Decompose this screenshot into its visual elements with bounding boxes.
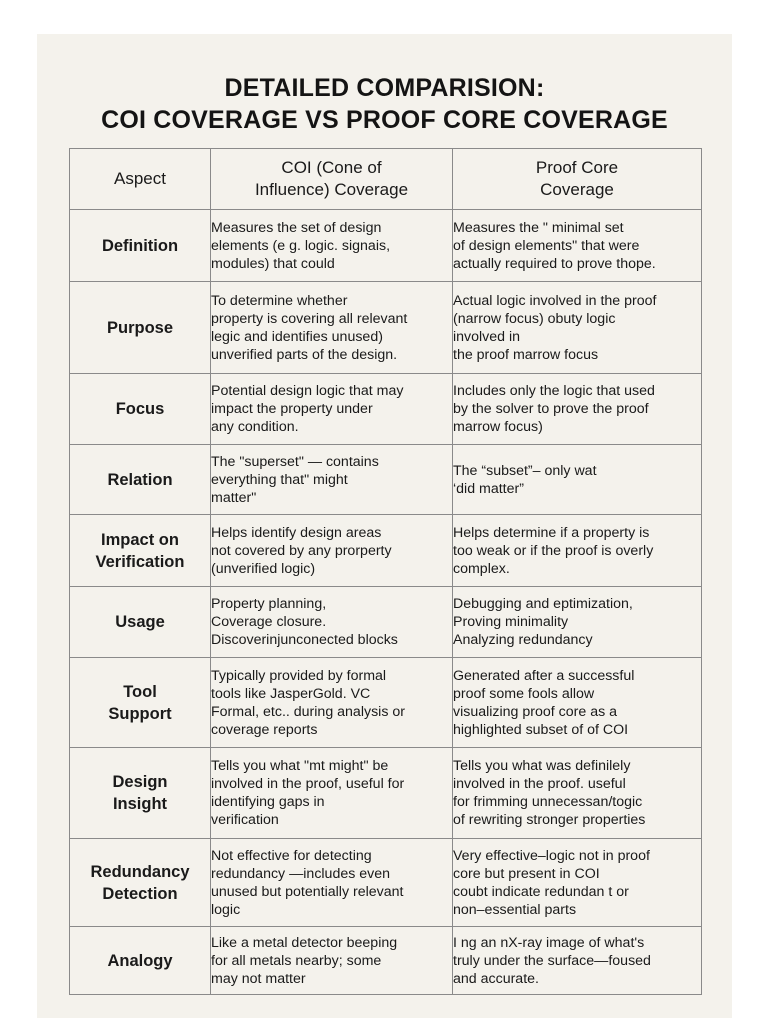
proof-core-cell-line: I ng an nX-ray image of what's [453, 934, 645, 951]
coi-cell-line: any condition. [211, 419, 299, 435]
table-row [70, 748, 702, 839]
proof-core-cell [453, 927, 702, 995]
proof-core-cell [453, 445, 702, 515]
table-row [70, 374, 702, 445]
proof-core-cell-line: too weak or if the proof is overly [453, 542, 654, 559]
proof-core-cell [453, 658, 702, 748]
proof-core-cell-line: complex. [453, 560, 510, 577]
coi-cell-line: Coverage closure. [211, 614, 327, 630]
header-aspect [70, 149, 211, 210]
coi-cell [211, 748, 453, 839]
coi-cell-line: everything that" might [211, 471, 348, 488]
coi-cell-line: unused but potentially relevant [211, 883, 404, 900]
coi-cell-line: Tells you what "mt might" be [211, 758, 389, 774]
coi-cell [211, 839, 453, 927]
proof-core-cell-line: ‘did matter” [453, 480, 524, 497]
aspect-cell-line: Impact on [101, 530, 179, 549]
coi-cell-line: redundancy —includes even [211, 865, 391, 882]
proof-core-cell-line: Generated after a successful [453, 667, 635, 684]
coi-cell [211, 210, 453, 282]
table-row [70, 587, 702, 658]
header-proof-line: Coverage [540, 180, 614, 199]
coi-cell [211, 515, 453, 587]
coi-cell-line: tools like JasperGold. VC [211, 685, 371, 702]
proof-core-cell [453, 515, 702, 587]
coi-cell [211, 445, 453, 515]
table-row [70, 658, 702, 748]
header-proof-core [453, 149, 702, 210]
proof-core-cell-line: Actual logic involved in the proof [453, 292, 657, 309]
proof-core-cell-line: proof some fools allow [453, 685, 595, 702]
coi-cell-line: verification [211, 812, 279, 828]
coi-cell-line: property is covering all relevant [211, 310, 408, 327]
coi-cell-line: Not effective for detecting [211, 847, 372, 864]
header-proof-line: Proof Core [535, 158, 619, 177]
coi-cell-line: may not matter [211, 970, 306, 987]
proof-core-cell-line: visualizing proof core as a [453, 703, 618, 720]
coi-cell-line: Potential design logic that may [211, 383, 404, 399]
coi-cell [211, 587, 453, 658]
coi-cell-line: coverage reports [211, 721, 318, 738]
aspect-cell [70, 210, 211, 282]
coi-cell-line: involved in the proof, useful for [211, 776, 405, 792]
proof-core-cell [453, 839, 702, 927]
coi-cell [211, 282, 453, 374]
proof-core-cell-line: marrow focus) [453, 419, 543, 435]
coi-cell-line: Formal, etc.. during analysis or [211, 703, 405, 720]
coi-cell [211, 658, 453, 748]
proof-core-cell-line: Includes only the logic that used [453, 383, 655, 399]
proof-core-cell-line: non–essential parts [453, 901, 577, 918]
coi-cell-line: identifying gaps in [211, 794, 325, 810]
coi-cell-line: Measures the set of design [211, 219, 382, 236]
aspect-cell [70, 587, 211, 658]
header-row [70, 149, 702, 210]
table-row [70, 515, 702, 587]
coi-cell-line: Like a metal detector beeping [211, 934, 398, 951]
aspect-cell-line: Support [108, 704, 172, 723]
proof-core-cell-line: truly under the surface—foused [453, 952, 651, 969]
proof-core-cell-line: actually required to prove thope. [453, 255, 656, 272]
proof-core-cell [453, 587, 702, 658]
header-coi-line: Influence) Coverage [254, 180, 409, 199]
coi-cell-line: logic [211, 901, 241, 918]
aspect-cell [70, 748, 211, 839]
coi-cell-line: modules) that could [211, 255, 335, 272]
coi-cell [211, 374, 453, 445]
proof-core-cell-line: Measures the " minimal set [453, 219, 624, 236]
document-page [37, 34, 732, 1018]
proof-core-cell-line: (narrow focus) obuty logic [453, 310, 616, 327]
coi-cell-line: impact the property under [211, 401, 373, 417]
table-row [70, 282, 702, 374]
coi-cell-line: not covered by any prorperty [211, 542, 392, 559]
proof-core-cell [453, 210, 702, 282]
coi-cell-line: Discoverinjunconected blocks [211, 632, 398, 648]
coi-cell-line: unverified parts of the design. [211, 346, 398, 363]
coi-cell-line: elements (e g. logic. signais, [211, 237, 391, 254]
aspect-cell-line: Detection [102, 884, 178, 903]
table-row [70, 210, 702, 282]
aspect-cell-line: Redundancy [90, 862, 190, 881]
proof-core-cell-line: and accurate. [453, 970, 539, 987]
coi-cell-line: Helps identify design areas [211, 524, 382, 541]
comparison-table [69, 148, 702, 995]
page-title [37, 72, 732, 136]
aspect-cell-line: Focus [115, 400, 165, 418]
proof-core-cell-line: Tells you what was definilely [453, 758, 631, 774]
aspect-cell-line: Relation [107, 470, 173, 489]
header-aspect-label: Aspect [114, 169, 166, 188]
proof-core-cell [453, 374, 702, 445]
aspect-cell-line: Usage [115, 613, 165, 631]
proof-core-cell-line: involved in the proof. useful [453, 776, 626, 792]
proof-core-cell-line: of rewriting stronger properties [453, 812, 646, 828]
coi-cell-line: legic and identifies unused) [211, 328, 383, 345]
proof-core-cell-line: Helps determine if a property is [453, 524, 650, 541]
coi-cell-line: The "superset" — contains [211, 453, 379, 470]
table-row [70, 927, 702, 995]
aspect-cell-line: Design [112, 773, 168, 791]
aspect-cell-line: Insight [112, 795, 168, 813]
header-coi-line: COI (Cone of [281, 158, 382, 177]
coi-cell [211, 927, 453, 995]
aspect-cell [70, 515, 211, 587]
proof-core-cell-line: involved in [453, 328, 521, 345]
coi-cell-line: (unverified logic) [211, 560, 316, 577]
coi-cell-line: To determine whether [211, 292, 348, 309]
proof-core-cell [453, 282, 702, 374]
aspect-cell-line: Purpose [106, 318, 174, 337]
aspect-cell [70, 374, 211, 445]
title-line-1: DETAILED COMPARISION: [224, 74, 545, 102]
proof-core-cell [453, 748, 702, 839]
table-row [70, 839, 702, 927]
aspect-cell-line: Verification [95, 552, 185, 571]
proof-core-cell-line: highlighted subset of of COI [453, 721, 629, 738]
title-line-2: COI COVERAGE VS PROOF CORE COVERAGE [101, 106, 668, 134]
coi-cell-line: for all metals nearby; some [211, 952, 382, 969]
proof-core-cell-line: Proving minimality [453, 614, 569, 630]
aspect-cell [70, 282, 211, 374]
proof-core-cell-line: Very effective–logic not in proof [453, 847, 650, 864]
proof-core-cell-line: Analyzing redundancy [453, 632, 593, 648]
header-coi [211, 149, 453, 210]
aspect-cell [70, 658, 211, 748]
proof-core-cell-line: by the solver to prove the proof [453, 401, 649, 417]
aspect-cell [70, 839, 211, 927]
aspect-cell [70, 927, 211, 995]
aspect-cell-line: Analogy [107, 951, 173, 970]
proof-core-cell-line: The “subset”– only wat [453, 462, 597, 479]
table-row [70, 445, 702, 515]
proof-core-cell-line: Debugging and eptimization, [453, 596, 633, 612]
aspect-cell-line: Tool [123, 682, 157, 701]
aspect-cell [70, 445, 211, 515]
coi-cell-line: matter" [211, 489, 257, 506]
proof-core-cell-line: for frimming unnecessan/togic [453, 794, 643, 810]
proof-core-cell-line: core but present in COI [453, 865, 600, 882]
proof-core-cell-line: of design elements" that were [453, 237, 640, 254]
aspect-cell-line: Definition [101, 236, 179, 255]
coi-cell-line: Property planning, [211, 596, 327, 612]
proof-core-cell-line: coubt indicate redundan t or [453, 883, 629, 900]
coi-cell-line: Typically provided by formal [211, 667, 387, 684]
proof-core-cell-line: the proof marrow focus [453, 346, 599, 363]
